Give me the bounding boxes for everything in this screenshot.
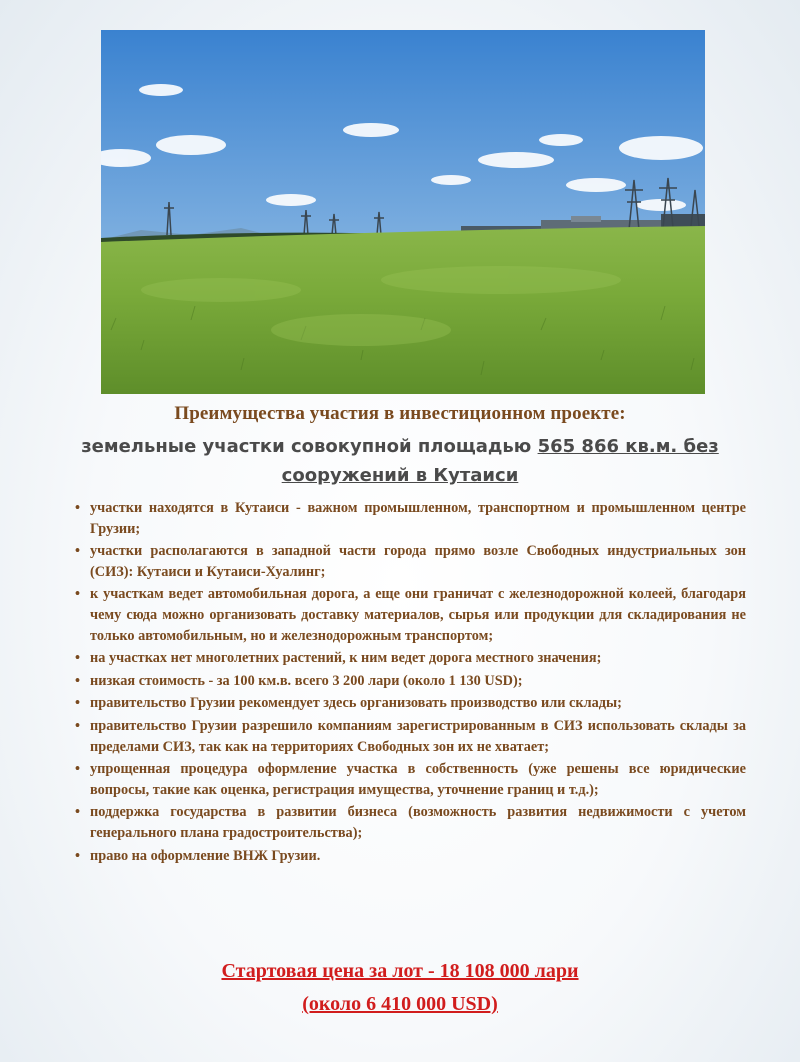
- page-title: Преимущества участия в инвестиционном проекте:: [174, 403, 626, 424]
- bullet-icon: •: [75, 586, 81, 603]
- list-item-text: правительство Грузии рекомендует здесь организовать производство или склады;: [90, 695, 622, 712]
- project-subtitle: [70, 432, 730, 490]
- list-item-text: право на оформление ВНЖ Грузии.: [90, 847, 321, 864]
- bullet-icon: •: [75, 650, 81, 667]
- area-link[interactable]: 565 866 кв.м. без сооружений в Кутаиси: [281, 436, 719, 486]
- list-item: [75, 584, 746, 646]
- list-item: [75, 846, 746, 867]
- bullet-icon: •: [75, 543, 81, 560]
- list-item: [75, 498, 746, 539]
- list-item-text: низкая стоимость - за 100 км.в. всего 3 200 лари (около 1 130 USD);: [90, 672, 523, 689]
- start-price[interactable]: Стартовая цена за лот - 18 108 000 лари: [221, 960, 579, 982]
- features-list: [70, 498, 746, 868]
- list-item-text: упрощенная процедура оформление участка в собственность (уже решены все юридические вопросы, такие как оценка, регистрация имущества, уточнение границ и т.д.);: [90, 761, 746, 798]
- bullet-icon: •: [75, 717, 81, 734]
- list-item: [75, 802, 746, 843]
- subtitle-prefix: земельные участки совокупной площадью: [81, 436, 538, 457]
- bullet-icon: •: [75, 761, 81, 778]
- list-item: [75, 541, 746, 582]
- bullet-icon: •: [75, 847, 81, 864]
- list-item: [75, 693, 746, 714]
- list-item: [75, 716, 746, 757]
- list-item-text: на участках нет многолетних растений, к ним ведет дорога местного значения;: [90, 650, 602, 667]
- start-price-usd[interactable]: (около 6 410 000 USD): [302, 993, 498, 1015]
- list-item: [75, 671, 746, 692]
- list-item: [75, 759, 746, 800]
- list-item-text: к участкам ведет автомобильная дорога, а еще они граничат с железнодорожной колеей, благодаря чему сюда можно организовать доставку материалов, сырья или продукции для складирования не только автомобильным, но и железнодорожным транспортом;: [90, 586, 746, 644]
- list-item-text: участки располагаются в западной части города прямо возле Свободных индустриальных зон (СИЗ): Кутаиси и Кутаиси-Хуалинг;: [90, 543, 746, 580]
- bullet-icon: •: [75, 804, 81, 821]
- list-item: [75, 648, 746, 669]
- list-item-text: правительство Грузии разрешило компаниям зарегистрированным в СИЗ использовать склады за пределами СИЗ, так как на территориях Свободных зон их не хватает;: [90, 717, 746, 755]
- bullet-icon: •: [75, 672, 81, 689]
- land-photo: [101, 30, 705, 394]
- bullet-icon: •: [75, 500, 81, 516]
- bullet-icon: •: [75, 695, 81, 712]
- list-item-text: поддержка государства в развитии бизнеса (возможность развития недвижимости с учетом генерального плана градостроительства);: [90, 804, 746, 841]
- list-item-text: участки находятся в Кутаиси - важном промышленном, транспортном и промышленном центре Грузии;: [90, 500, 746, 537]
